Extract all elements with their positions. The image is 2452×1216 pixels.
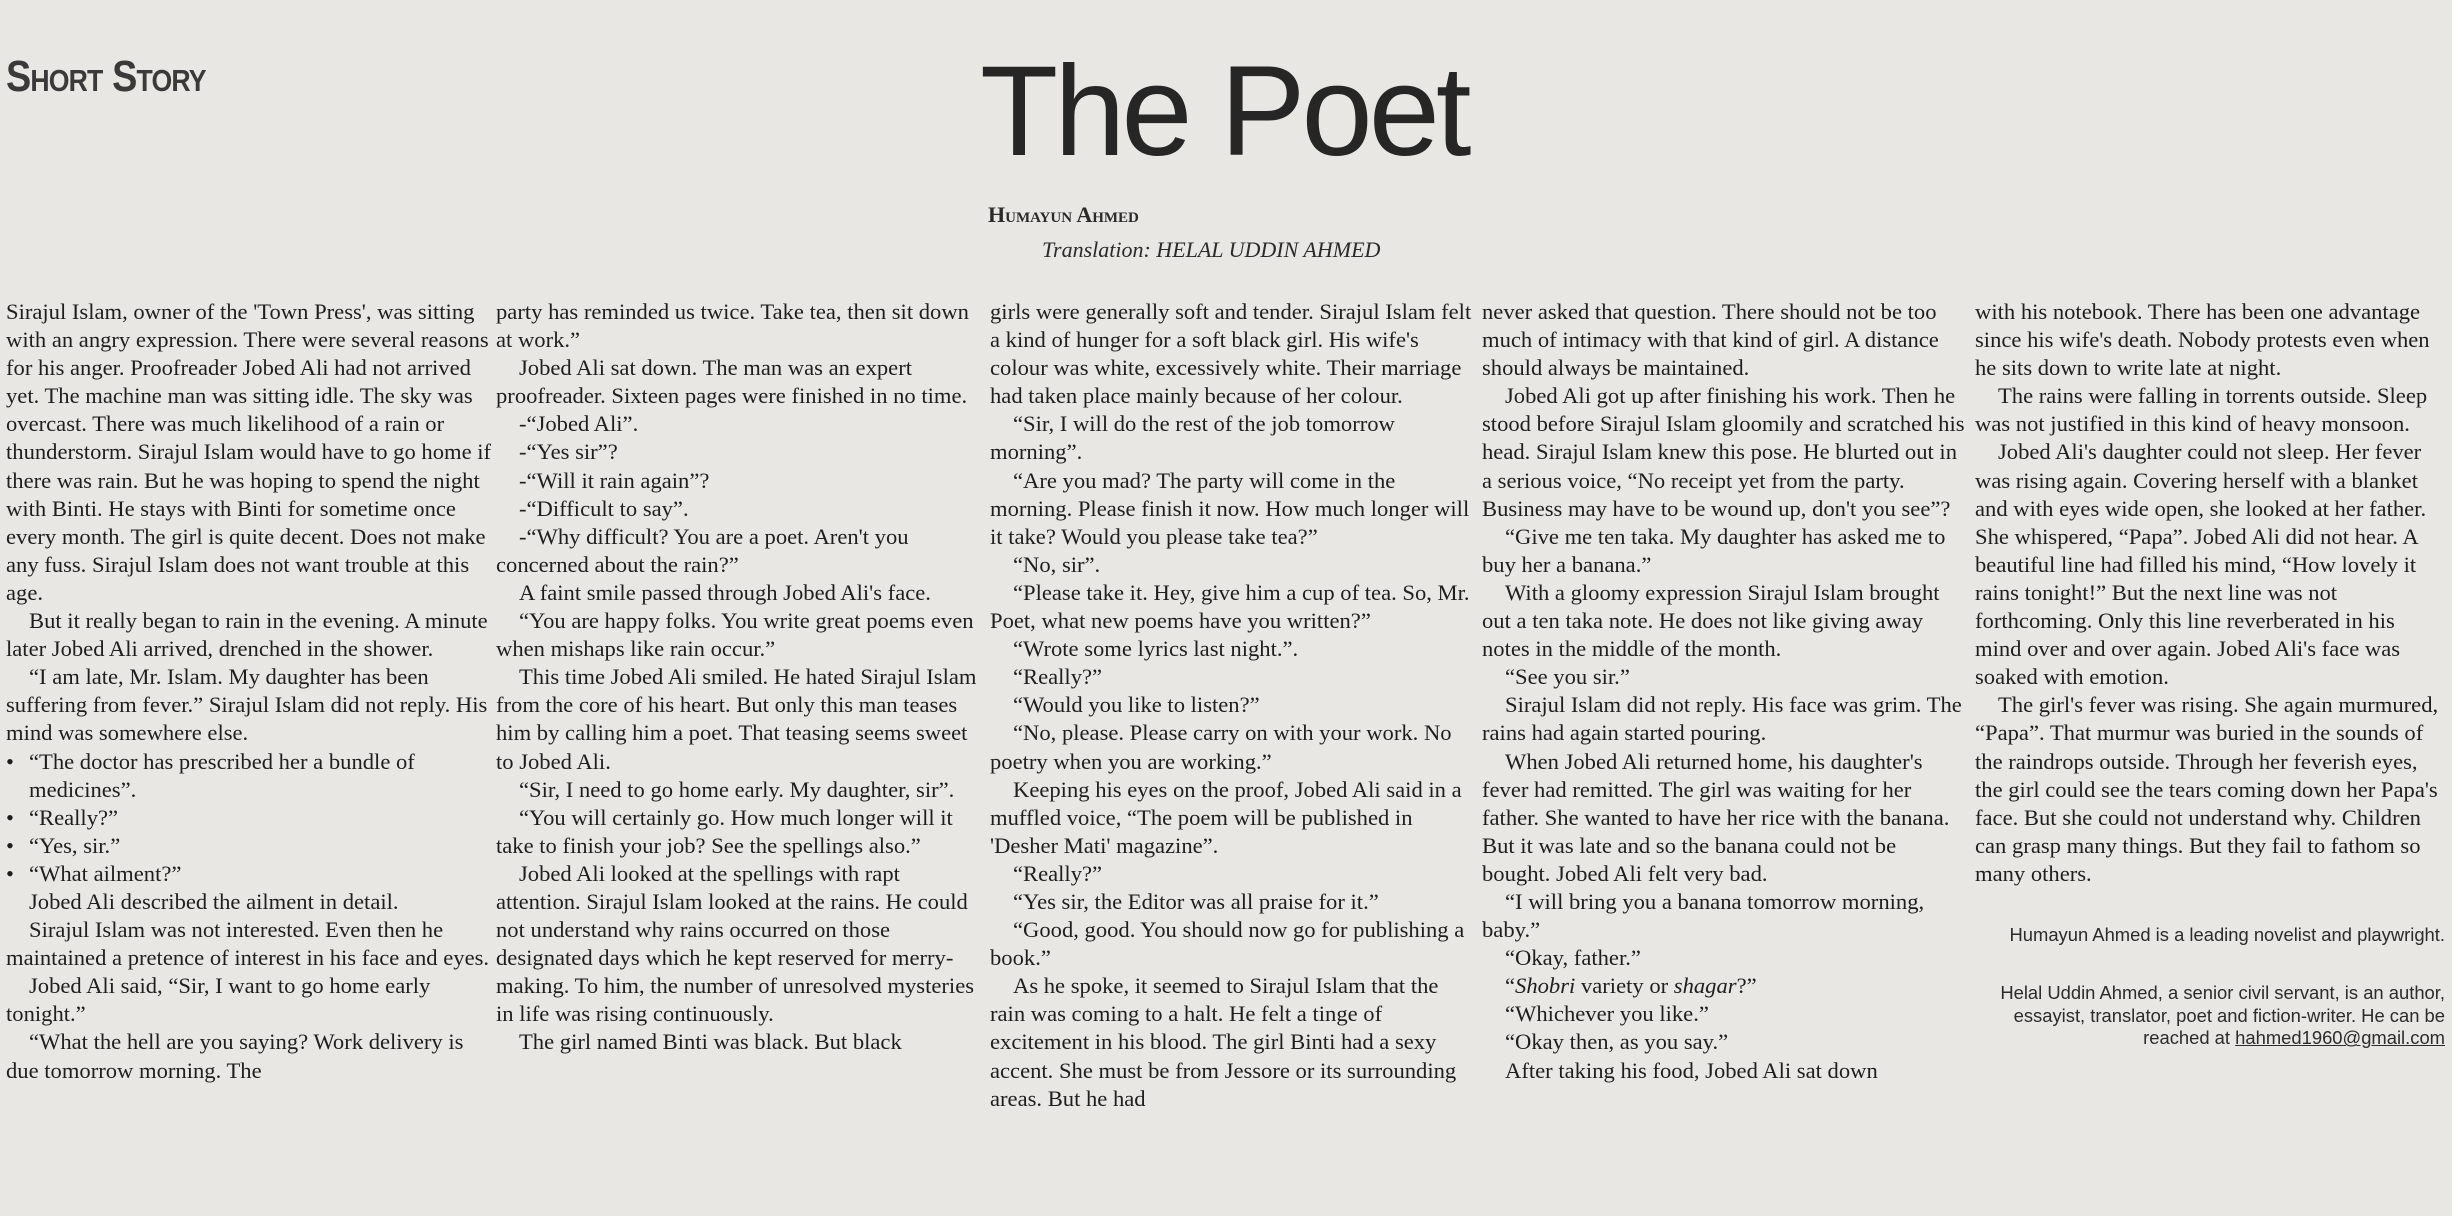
paragraph: Sirajul Islam was not interested. Even then he maintained a pretence of interest in his face and eyes. — [6, 917, 490, 971]
paragraph: Sirajul Islam did not reply. His face was grim. The rains had again started pouring. — [1482, 692, 1962, 746]
translation-credit: Translation: HELAL UDDIN AHMED — [1042, 237, 1381, 262]
paragraph: As he spoke, it seemed to Sirajul Islam that the rain was coming to a halt. He felt a tinge of excitement in his blood. The girl Binti had a sexy accent. She must be from Jessore or its surrounding areas. But he had — [990, 973, 1457, 1111]
paragraph: -“Yes sir”? — [519, 439, 618, 465]
paragraph: party has reminded us twice. Take tea, then sit down at work.” — [496, 299, 969, 353]
text-run: “ — [1505, 973, 1516, 999]
paragraph: Jobed Ali looked at the spellings with rapt attention. Sirajul Islam looked at the rains. He could not understand why rains occurred on those designated days which he kept reserved for merry-making. To him, the number of unresolved mysteries in life was rising continuously. — [496, 860, 975, 1027]
italic-word: Shobri — [1515, 973, 1576, 999]
bullet-list — [6, 748, 492, 888]
paragraph: “No, sir”. — [1013, 551, 1101, 577]
paragraph: Sirajul Islam, owner of the 'Town Press', was sitting with an angry expression. There were several reasons for his anger. Proofreader Jobed Ali had not arrived yet. The machine man was sitting idle. The sky was overcast. There was much likelihood of a rain or thunderstorm. Sirajul Islam would have to go home if there was rain. But he was hoping to spend the night with Binti. He stays with Binti for sometime once every month. The girl is quite decent. Does not make any fuss. Sirajul Islam does not want trouble at this age. — [6, 299, 492, 605]
story-column-2 — [496, 298, 982, 1216]
italic-word: shagar — [1673, 973, 1737, 999]
paragraph: “Whichever you like.” — [1505, 1001, 1709, 1027]
bullet-item: • “The doctor has prescribed her a bundle of medicines”. — [6, 748, 492, 804]
paragraph: “Okay then, as you say.” — [1505, 1029, 1729, 1055]
paragraph: “Good, good. You should now go for publishing a book.” — [990, 917, 1465, 971]
paragraph: “Please take it. Hey, give him a cup of tea. So, Mr. Poet, what new poems have you written?” — [990, 579, 1470, 634]
paragraph: “I will bring you a banana tomorrow morning, baby.” — [1482, 888, 1925, 943]
paragraph: But it really began to rain in the evening. A minute later Jobed Ali arrived, drenched in the shower. — [6, 608, 488, 662]
author-bio: Humayun Ahmed is a leading novelist and playwright. — [2009, 923, 2445, 945]
email-link[interactable]: hahmed1960@gmail.com — [2235, 1027, 2445, 1049]
paragraph: When Jobed Ali returned home, his daughter's fever had remitted. The girl was waiting for her father. She wanted to have her rice with the banana. But it was late and so the banana could not be bought. Jobed Ali felt very bad. — [1482, 748, 1950, 886]
paragraph: “Would you like to listen?” — [1013, 692, 1260, 718]
bullet-item: • “What ailment?” — [6, 860, 492, 888]
text-run: ?” — [1736, 973, 1757, 999]
paragraph: Jobed Ali's daughter could not sleep. Her fever was rising again. Covering herself with a blanket and with eyes wide open, she looked at her father. She whispered, “Papa”. Jobed Ali did not hear. A beautiful line had filled his mind, “How lovely it rains tonight!” But the next line was not forthcoming. Only this line reverberated in his mind over and over again. Jobed Ali's face was soaked with emotion. — [1975, 439, 2427, 690]
paragraph: never asked that question. There should not be too much of intimacy with that kind of girl. A distance should always be maintained. — [1482, 299, 1939, 381]
paragraph — [1482, 972, 1968, 1000]
paragraph: -“Jobed Ali”. — [519, 411, 639, 437]
paragraph: “Okay, father.” — [1505, 945, 1641, 971]
paragraph: “Yes sir, the Editor was all praise for it.” — [1013, 888, 1379, 914]
story-title: The Poet — [980, 40, 1468, 183]
translator-bio — [1975, 982, 2445, 1050]
paragraph: “Sir, I will do the rest of the job tomorrow morning”. — [990, 411, 1395, 465]
story-column-1 — [6, 298, 492, 1216]
bullet-item: • “Really?” — [6, 804, 492, 832]
text-run: variety or — [1575, 973, 1674, 999]
paragraph: The girl's fever was rising. She again murmured, “Papa”. That murmur was buried in the sounds of the raindrops outside. Through her feverish eyes, the girl could see the tears coming down her Papa's face. But she could not understand why. Children can grasp many things. But they fail to fathom so many others. — [1975, 692, 2439, 886]
paragraph: “Sir, I need to go home early. My daughter, sir”. — [519, 776, 955, 802]
paragraph: “I am late, Mr. Islam. My daughter has been suffering from fever.” Sirajul Islam did not reply. His mind was somewhere else. — [6, 664, 488, 746]
story-column-4 — [1482, 298, 1968, 1216]
paragraph: Jobed Ali sat down. The man was an expert proofreader. Sixteen pages were finished in no time. — [496, 355, 968, 409]
paragraph: “See you sir.” — [1505, 664, 1630, 690]
paragraph: This time Jobed Ali smiled. He hated Sirajul Islam from the core of his heart. But only this man teases him by calling him a poet. That teasing seems sweet to Jobed Ali. — [496, 664, 977, 774]
paragraph: After taking his food, Jobed Ali sat down — [1505, 1057, 1878, 1083]
paragraph: “Give me ten taka. My daughter has asked me to buy her a banana.” — [1482, 523, 1946, 577]
paragraph: Jobed Ali described the ailment in detail. — [29, 888, 399, 914]
paragraph: Jobed Ali said, “Sir, I want to go home early tonight.” — [6, 973, 431, 1027]
paragraph: “What the hell are you saying? Work delivery is due tomorrow morning. The — [6, 1029, 464, 1083]
paragraph: Keeping his eyes on the proof, Jobed Ali said in a muffled voice, “The poem will be published in 'Desher Mati' magazine”. — [990, 776, 1462, 858]
paragraph: “Wrote some lyrics last night.”. — [1013, 636, 1299, 662]
paragraph: with his notebook. There has been one advantage since his wife's death. Nobody protests even when he sits down to write late at night. — [1975, 299, 2430, 381]
story-column-3 — [990, 298, 1476, 1216]
section-label: Short Story — [6, 52, 206, 101]
paragraph: -“Why difficult? You are a poet. Aren't you concerned about the rain?” — [496, 523, 909, 577]
bullet-item: • “Yes, sir.” — [6, 832, 492, 860]
paragraph: The rains were falling in torrents outside. Sleep was not justified in this kind of heavy monsoon. — [1975, 383, 2428, 437]
paragraph: “Really?” — [1013, 664, 1103, 690]
paragraph: Jobed Ali got up after finishing his work. Then he stood before Sirajul Islam gloomily and scratched his head. Sirajul Islam knew this pose. He blurted out in a serious voice, “No receipt yet from the party. Business may have to be wound up, don't you see”? — [1482, 383, 1965, 521]
paragraph: “You are happy folks. You write great poems even when mishaps like rain occur.” — [496, 608, 974, 662]
paragraph: “Are you mad? The party will come in the morning. Please finish it now. How much longer will it take? Would you please take tea?” — [990, 467, 1470, 549]
translator-bio-text: Helal Uddin Ahmed, a senior civil servant, is an author, essayist, translator, poet and fiction-writer. He can be reached at — [2000, 982, 2445, 1049]
paragraph: -“Difficult to say”. — [519, 495, 689, 521]
paragraph: The girl named Binti was black. But black — [519, 1029, 902, 1055]
paragraph: With a gloomy expression Sirajul Islam brought out a ten taka note. He does not like giving away notes in the middle of the month. — [1482, 579, 1940, 662]
story-column-5 — [1975, 298, 2445, 1216]
paragraph: “Really?” — [1013, 860, 1103, 886]
paragraph: “No, please. Please carry on with your work. No poetry when you are working.” — [990, 720, 1452, 774]
paragraph: girls were generally soft and tender. Sirajul Islam felt a kind of hunger for a soft black girl. His wife's colour was white, excessively white. Their marriage had taken place mainly because of her colour. — [990, 299, 1472, 409]
paragraph: “You will certainly go. How much longer will it take to finish your job? See the spellings also.” — [496, 804, 953, 858]
author-byline: Humayun Ahmed — [988, 202, 1139, 227]
paragraph: -“Will it rain again”? — [519, 467, 710, 493]
paragraph: A faint smile passed through Jobed Ali's face. — [519, 579, 931, 605]
